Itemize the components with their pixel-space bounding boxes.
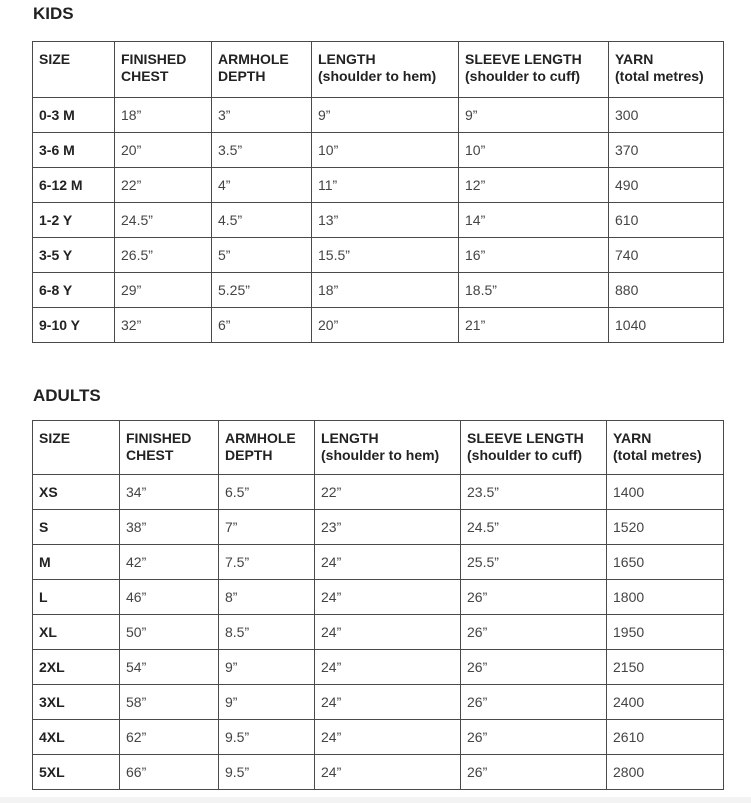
sleeve-cell: 12” — [459, 168, 609, 203]
size-cell: 1-2 Y — [33, 203, 115, 238]
size-cell: 3-5 Y — [33, 238, 115, 273]
size-cell: 3-6 M — [33, 133, 115, 168]
table-row — [33, 685, 724, 720]
yarn-cell: 880 — [609, 273, 724, 308]
header-sleeve-length: SLEEVE LENGTH (shoulder to cuff) — [459, 42, 609, 98]
chest-cell: 66” — [120, 755, 219, 790]
armhole-cell: 6” — [212, 308, 312, 343]
header-finished-chest: FINISHED CHEST — [120, 421, 219, 475]
sleeve-cell: 23.5” — [461, 475, 607, 510]
header-sleeve-length: SLEEVE LENGTH (shoulder to cuff) — [461, 421, 607, 475]
chest-cell: 29” — [115, 273, 212, 308]
size-cell: 6-12 M — [33, 168, 115, 203]
yarn-cell: 740 — [609, 238, 724, 273]
table-row — [33, 650, 724, 685]
sleeve-cell: 18.5” — [459, 273, 609, 308]
yarn-cell: 370 — [609, 133, 724, 168]
chest-cell: 46” — [120, 580, 219, 615]
length-cell: 24” — [315, 545, 461, 580]
size-cell: 3XL — [33, 685, 120, 720]
yarn-cell: 2150 — [607, 650, 724, 685]
armhole-cell: 3.5” — [212, 133, 312, 168]
yarn-cell: 2400 — [607, 685, 724, 720]
length-cell: 24” — [315, 650, 461, 685]
table-row — [33, 510, 724, 545]
armhole-cell: 4.5” — [212, 203, 312, 238]
armhole-cell: 4” — [212, 168, 312, 203]
header-finished-chest: FINISHED CHEST — [115, 42, 212, 98]
size-cell: L — [33, 580, 120, 615]
armhole-cell: 9.5” — [219, 720, 315, 755]
yarn-cell: 1520 — [607, 510, 724, 545]
yarn-cell: 2610 — [607, 720, 724, 755]
length-cell: 15.5” — [312, 238, 459, 273]
sleeve-cell: 16” — [459, 238, 609, 273]
sleeve-cell: 14” — [459, 203, 609, 238]
length-cell: 24” — [315, 615, 461, 650]
length-cell: 20” — [312, 308, 459, 343]
kids-header-row — [33, 42, 724, 98]
size-cell: S — [33, 510, 120, 545]
table-row — [33, 168, 724, 203]
length-cell: 23” — [315, 510, 461, 545]
yarn-cell: 1400 — [607, 475, 724, 510]
table-row — [33, 133, 724, 168]
armhole-cell: 8” — [219, 580, 315, 615]
adults-header-row — [33, 421, 724, 475]
size-cell: 2XL — [33, 650, 120, 685]
chest-cell: 62” — [120, 720, 219, 755]
armhole-cell: 9” — [219, 685, 315, 720]
length-cell: 9” — [312, 98, 459, 133]
size-cell: 9-10 Y — [33, 308, 115, 343]
sleeve-cell: 25.5” — [461, 545, 607, 580]
table-row — [33, 580, 724, 615]
header-size: SIZE — [33, 42, 115, 98]
table-row — [33, 308, 724, 343]
table-row — [33, 238, 724, 273]
yarn-cell: 610 — [609, 203, 724, 238]
chest-cell: 20” — [115, 133, 212, 168]
header-length: LENGTH (shoulder to hem) — [315, 421, 461, 475]
size-cell: 0-3 M — [33, 98, 115, 133]
adults-section-title: ADULTS — [33, 386, 101, 405]
yarn-cell: 1650 — [607, 545, 724, 580]
table-row — [33, 273, 724, 308]
table-row — [33, 98, 724, 133]
size-cell: M — [33, 545, 120, 580]
header-armhole-depth: ARMHOLE DEPTH — [219, 421, 315, 475]
adults-size-table — [32, 420, 724, 790]
table-row — [33, 475, 724, 510]
length-cell: 22” — [315, 475, 461, 510]
sleeve-cell: 10” — [459, 133, 609, 168]
sleeve-cell: 26” — [461, 650, 607, 685]
armhole-cell: 9” — [219, 650, 315, 685]
table-row — [33, 203, 724, 238]
armhole-cell: 6.5” — [219, 475, 315, 510]
length-cell: 24” — [315, 720, 461, 755]
table-row — [33, 755, 724, 790]
armhole-cell: 9.5” — [219, 755, 315, 790]
chest-cell: 24.5” — [115, 203, 212, 238]
chest-cell: 50” — [120, 615, 219, 650]
chest-cell: 42” — [120, 545, 219, 580]
header-length: LENGTH (shoulder to hem) — [312, 42, 459, 98]
sleeve-cell: 26” — [461, 720, 607, 755]
size-cell: 4XL — [33, 720, 120, 755]
length-cell: 10” — [312, 133, 459, 168]
yarn-cell: 2800 — [607, 755, 724, 790]
sleeve-cell: 9” — [459, 98, 609, 133]
chest-cell: 58” — [120, 685, 219, 720]
chest-cell: 54” — [120, 650, 219, 685]
chest-cell: 32” — [115, 308, 212, 343]
table-row — [33, 545, 724, 580]
chest-cell: 22” — [115, 168, 212, 203]
chest-cell: 18” — [115, 98, 212, 133]
kids-size-table — [32, 41, 724, 343]
sleeve-cell: 26” — [461, 580, 607, 615]
length-cell: 11” — [312, 168, 459, 203]
size-cell: 5XL — [33, 755, 120, 790]
chest-cell: 38” — [120, 510, 219, 545]
size-cell: 6-8 Y — [33, 273, 115, 308]
sleeve-cell: 21” — [459, 308, 609, 343]
armhole-cell: 5.25” — [212, 273, 312, 308]
header-armhole-depth: ARMHOLE DEPTH — [212, 42, 312, 98]
header-size: SIZE — [33, 421, 120, 475]
size-cell: XL — [33, 615, 120, 650]
length-cell: 18” — [312, 273, 459, 308]
header-yarn: YARN (total metres) — [607, 421, 724, 475]
chest-cell: 26.5” — [115, 238, 212, 273]
table-row — [33, 720, 724, 755]
yarn-cell: 490 — [609, 168, 724, 203]
sleeve-cell: 26” — [461, 685, 607, 720]
yarn-cell: 1800 — [607, 580, 724, 615]
armhole-cell: 3” — [212, 98, 312, 133]
length-cell: 24” — [315, 685, 461, 720]
kids-section-title: KIDS — [33, 4, 74, 23]
yarn-cell: 1950 — [607, 615, 724, 650]
sleeve-cell: 26” — [461, 615, 607, 650]
armhole-cell: 8.5” — [219, 615, 315, 650]
size-cell: XS — [33, 475, 120, 510]
sleeve-cell: 24.5” — [461, 510, 607, 545]
length-cell: 24” — [315, 580, 461, 615]
header-yarn: YARN (total metres) — [609, 42, 724, 98]
table-row — [33, 615, 724, 650]
yarn-cell: 300 — [609, 98, 724, 133]
length-cell: 24” — [315, 755, 461, 790]
chest-cell: 34” — [120, 475, 219, 510]
armhole-cell: 5” — [212, 238, 312, 273]
length-cell: 13” — [312, 203, 459, 238]
armhole-cell: 7” — [219, 510, 315, 545]
yarn-cell: 1040 — [609, 308, 724, 343]
armhole-cell: 7.5” — [219, 545, 315, 580]
sleeve-cell: 26” — [461, 755, 607, 790]
